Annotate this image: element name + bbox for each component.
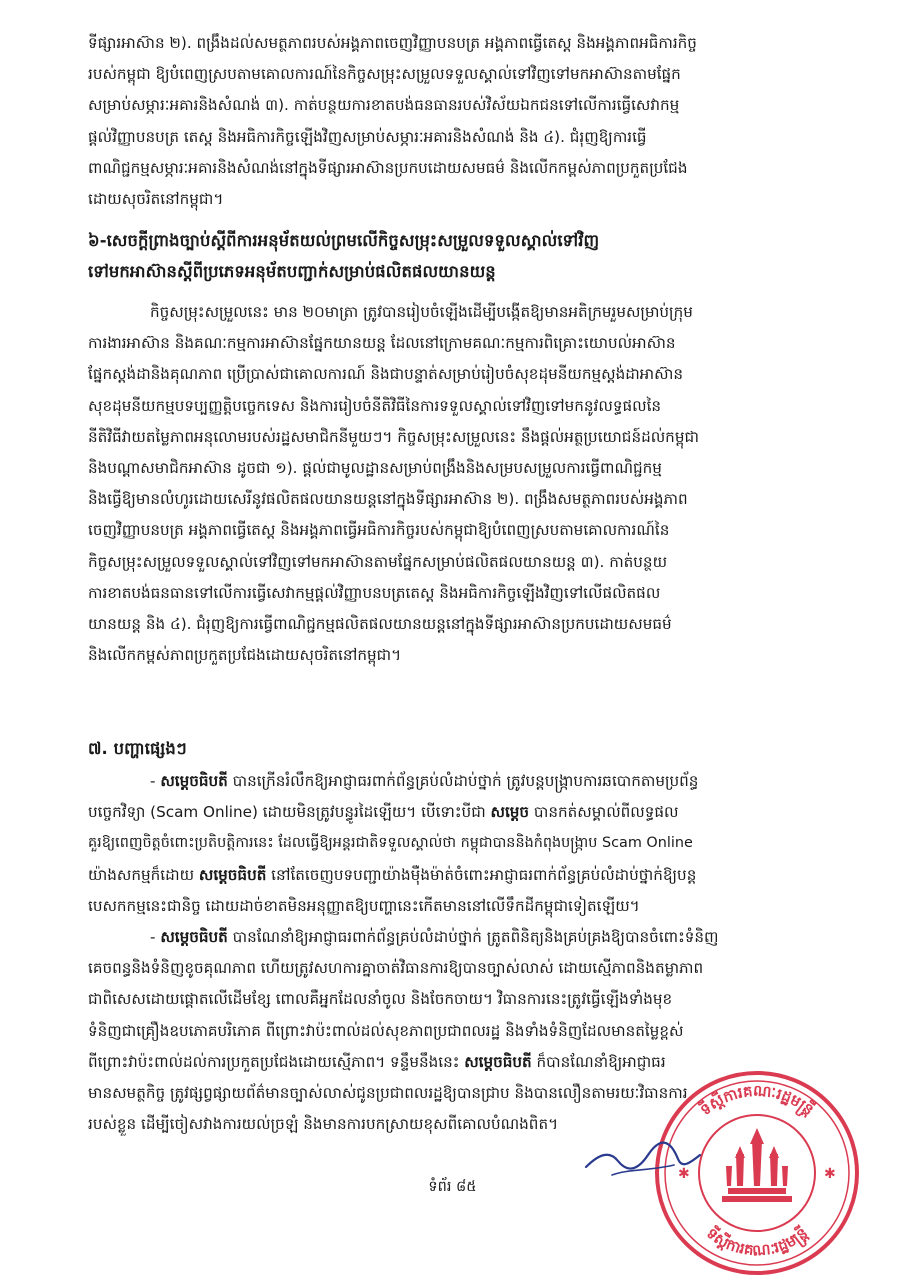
text-line xyxy=(88,860,816,891)
heading-line: ទៅមកអាស៊ានស្តីពីប្រភេទអនុម័តបញ្ជាក់សម្រាប់ផលិតផលយានយន្ត xyxy=(88,262,496,282)
text-line: ទីផ្សារអាស៊ាន ២). ពង្រឹងដល់សមត្ថភាពរបស់អង្គភាពចេញវិញ្ញាបនបត្រ អង្គភាពធ្វើតេស្ត និងអង្គភាពអធិការកិច្ច xyxy=(88,34,697,52)
bold-term: សម្តេចធិបតី xyxy=(160,772,228,790)
text-line: ការខាតបង់ធនធានទៅលើការធ្វើសេវាកម្មផ្តល់វិញ្ញាបនបត្រតេស្ត និងអធិការកិច្ចឡើងវិញទៅលើផលិតផល xyxy=(88,583,661,602)
text-line: និងបណ្តាសមាជិកអាស៊ាន ដូចជា ១). ផ្តល់ជាមូលដ្ឋានសម្រាប់ពង្រឹងនិងសម្របសម្រួលការធ្វើពាណិជ្ជកម្ម xyxy=(88,458,662,477)
text-run: បច្ចេកវិទ្យា (Scam Online) ដោយមិនត្រូវបន្ធូរដៃឡើយ។ បើទោះបីជា xyxy=(88,803,491,822)
text-line: យានយន្ត និង ៤). ជំរុញឱ្យការធ្វើពាណិជ្ជកម្មផលិតផលយានយន្តនៅក្នុងទីផ្សារអាស៊ានប្រកបដោយសមធម៌ xyxy=(88,614,672,633)
section-6-heading xyxy=(88,225,816,287)
seal-text-bottom: ទីស្តីការគណៈរដ្ឋមន្ត្រី xyxy=(702,1223,812,1260)
section-6-paragraph xyxy=(88,297,816,671)
text-run: បានក្រើនរំលឹកឱ្យអាជ្ញាធរពាក់ព័ន្ធគ្រប់លំដាប់ថ្នាក់ ត្រូវបន្តបង្ក្រាបការឆបោកតាមប្រព័ន្ធ xyxy=(227,772,699,790)
seal-text-top: ទីស្តីការគណៈរដ្ឋមន្ត្រី xyxy=(696,1081,818,1119)
text-line: ចេញវិញ្ញាបនបត្រ អង្គភាពធ្វើតេស្ត និងអង្គភាពធ្វើអធិការកិច្ចរបស់កម្ពុជាឱ្យបំពេញស្របតាមគោលការណ៍នៃ xyxy=(88,521,670,540)
text-line xyxy=(88,797,816,828)
text-line: ទំនិញជាគ្រឿងឧបភោគបរិភោគ ពីព្រោះវាប៉ះពាល់ដល់សុខភាពប្រជាពលរដ្ឋ និងទាំងទំនិញដែលមានតម្លៃខ្ពស់ xyxy=(88,1021,684,1040)
paragraph-top xyxy=(88,28,816,215)
text-run: យ៉ាងសកម្មក៏ដោយ xyxy=(88,865,199,884)
text-line: របស់ខ្លួន ដើម្បីចៀសវាងការយល់ច្រឡំ និងមានការបកស្រាយខុសពីគោលបំណងពិត។ xyxy=(88,1115,559,1134)
text-line: ជាពិសេសដោយផ្តោតលើដើមខ្សែ ពោលគឺអ្នកដែលនាំចូល និងចែកចាយ។ វិធានការនេះត្រូវធ្វើឡើងទាំងមុខ xyxy=(88,990,673,1009)
text-line xyxy=(88,766,816,797)
text-line: សម្រាប់សម្ភារៈអគារនិងសំណង់ ៣). កាត់បន្ថយការខាតបង់ធនធានរបស់វិស័យឯកជនទៅលើការធ្វើសេវាកម្ម xyxy=(88,96,680,115)
text-line: បេសកកម្មនេះជានិច្ច ដោយដាច់ខាតមិនអនុញ្ញាតឱ្យបញ្ហានេះកើតមាននៅលើទឹកដីកម្ពុជាទៀតឡើយ។ xyxy=(88,896,640,915)
text-run: ពីព្រោះវាប៉ះពាល់ដល់ការប្រកួតប្រជែងដោយស្មើភាព។ ទន្ទឹមនឹងនេះ xyxy=(88,1052,465,1071)
text-line: គេចពន្ធនិងទំនិញខូចគុណភាព ហើយត្រូវសហការគ្នាចាត់វិធានការឱ្យបានច្បាស់លាស់ ដោយស្មើភាពនិងតម្លាភាព xyxy=(88,959,704,978)
text-line: ការងារអាស៊ាន និងគណៈកម្មការអាស៊ានផ្នែកយានយន្ត ដែលនៅក្រោមគណៈកម្មការពិគ្រោះយោបល់អាស៊ាន xyxy=(88,334,676,353)
bold-term: សម្តេចធិបតី xyxy=(160,928,228,946)
text-run: ក៏បានណែនាំឱ្យអាជ្ញាធរ xyxy=(531,1052,666,1071)
heading-line: ៦-សេចក្តីព្រាងច្បាប់ស្តីពីការអនុម័តយល់ព្រមលើកិច្ចសម្រុះសម្រួលទទួលស្គាល់ទៅវិញ xyxy=(88,231,600,250)
signature xyxy=(578,1125,718,1195)
bold-term: សម្តេចធិបតី xyxy=(464,1052,532,1071)
text-line: ផ្នែកស្តង់ដានិងគុណភាព ប្រើប្រាស់ជាគោលការណ៍ និងជាបន្ទាត់សម្រាប់រៀបចំសុខដុមនីយកម្មស្តង់ដាអាស៊ាន xyxy=(88,365,684,384)
section-7-heading xyxy=(88,733,816,764)
bullet-scam-online xyxy=(88,766,816,922)
text-line: មានសមត្ថកិច្ច ត្រូវផ្សព្វផ្សាយព័ត៌មានច្បាស់លាស់ជូនប្រជាពលរដ្ឋឱ្យបានជ្រាប និងបានលឿនតាមរយៈវិធានការ xyxy=(88,1083,688,1102)
text-line: និងលើកកម្ពស់ភាពប្រកួតប្រជែងដោយសុចរិតនៅកម្ពុជា។ xyxy=(88,646,402,665)
text-line: កិច្ចសម្រុះសម្រួលនេះ មាន ២០មាត្រា ត្រូវបានរៀបចំឡើងដើម្បីបង្កើតឱ្យមានអតិក្រមរួមសម្រាប់ក្រុម xyxy=(150,303,693,321)
text-run: នៅតែចេញបទបញ្ជាយ៉ាងម៉ឺងម៉ាត់ចំពោះអាជ្ញាធរពាក់ព័ន្ធគ្រប់លំដាប់ថ្នាក់ឱ្យបន្ត xyxy=(266,865,697,884)
text-run: បានកត់សម្គាល់ពីលទ្ធផល xyxy=(529,803,679,822)
heading-line: ៧. បញ្ហាផ្សេងៗ xyxy=(88,739,187,758)
page-number: ទំព័រ ៨៥ xyxy=(428,1179,477,1195)
bullet-dash: - xyxy=(150,928,161,946)
svg-text:✱: ✱ xyxy=(824,1166,836,1182)
bold-term: សម្តេចធិបតី xyxy=(198,865,267,884)
text-line: ពាណិជ្ជកម្មសម្ភារៈអគារនិងសំណង់នៅក្នុងទីផ្សារអាស៊ានប្រកបដោយសមធម៌ និងលើកកម្ពស់ភាពប្រកួតប្រជែង xyxy=(88,158,688,177)
text-line: សុខដុមនីយកម្មបទប្បញ្ញត្តិបច្ចេកទេស និងការរៀបចំនីតិវិធីនៃការទទួលស្គាល់ទៅវិញទៅមកនូវលទ្ធផលនៃ xyxy=(88,396,662,415)
text-line: និងធ្វើឱ្យមានលំហូរដោយសេរីនូវផលិតផលយានយន្តនៅក្នុងទីផ្សារអាស៊ាន ២). ពង្រឹងសមត្ថភាពរបស់អង្គភាព xyxy=(88,490,688,509)
bold-term: សម្តេច xyxy=(490,803,530,822)
text-line xyxy=(88,922,816,953)
text-line: ផ្តល់វិញ្ញាបនបត្រ តេស្ត និងអធិការកិច្ចឡើងវិញសម្រាប់សម្ភារៈអគារនិងសំណង់ និង ៤). ជំរុញឱ្យការធ្វើ xyxy=(88,127,647,146)
svg-text:✱: ✱ xyxy=(678,1166,690,1182)
text-line: កិច្ចសម្រុះសម្រួលទទួលស្គាល់ទៅវិញទៅមកអាស៊ានតាមផ្នែកសម្រាប់ផលិតផលយានយន្ត ៣). កាត់បន្ថយ xyxy=(88,552,668,571)
bullet-dash: - xyxy=(150,772,161,790)
text-line: ដោយសុចរិតនៅកម្ពុជា។ xyxy=(88,189,224,208)
text-run: បានណែនាំឱ្យអាជ្ញាធរពាក់ព័ន្ធគ្រប់លំដាប់ថ្នាក់ ត្រូតពិនិត្យនិងគ្រប់គ្រងឱ្យបានចំពោះទំនិញ xyxy=(227,928,719,946)
text-line: នីតិវិធីវាយតម្លៃភាពអនុលោមរបស់រដ្ឋសមាជិកនីមួយៗ។ កិច្ចសម្រុះសម្រួលនេះ នឹងផ្តល់អត្ថប្រយោជន៍ដល់កម្ពុជា xyxy=(88,427,699,446)
text-line: របស់កម្ពុជា ឱ្យបំពេញស្របតាមគោលការណ៍នៃកិច្ចសម្រុះសម្រួលទទួលស្គាល់ទៅវិញទៅមកអាស៊ានតាមផ្នែក xyxy=(88,65,681,84)
text-line: គួរឱ្យពេញចិត្តចំពោះប្រតិបត្តិការនេះ ដែលធ្វើឱ្យអន្តរជាតិទទួលស្គាល់ថា កម្ពុជាបាននិងកំពុងបង្ក្រាប Scam Online xyxy=(88,835,693,852)
